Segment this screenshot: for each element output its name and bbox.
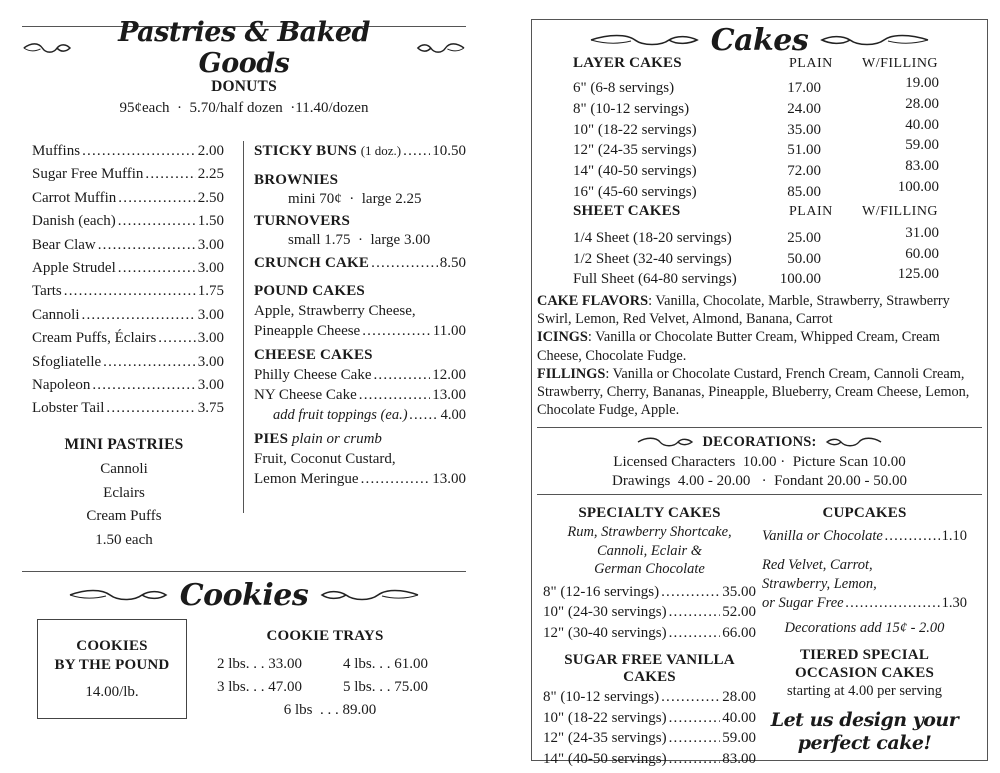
specialty-size-row xyxy=(543,584,756,605)
specialty-size-row-label: 8" (12-16 servings) xyxy=(543,583,660,600)
cake-size: 14" (40-50 servings) xyxy=(573,163,697,180)
cake-plain-price: 24.00 xyxy=(787,100,821,117)
pound-cakes-line2: Pineapple Cheese xyxy=(254,323,361,339)
pastry-item-price: 3.75 xyxy=(197,400,224,417)
icings xyxy=(537,328,983,364)
specialty-desc-line: Cannoli, Eclair & xyxy=(596,542,703,559)
pies-sub: plain or crumb xyxy=(291,431,382,447)
layer-cakes-section xyxy=(573,55,943,287)
sticky-buns-price: 10.50 xyxy=(432,143,466,159)
cake-size: 10" (18-22 servings) xyxy=(573,121,697,138)
pound-cakes-heading: POUND CAKES xyxy=(254,283,365,299)
mini-pastries xyxy=(32,436,216,552)
pastries-right-column xyxy=(254,143,466,488)
tiered-line2: OCCASION CAKES xyxy=(794,665,935,681)
turnovers-heading: TURNOVERS xyxy=(254,213,350,229)
pies-heading: PIES xyxy=(254,431,289,447)
pastry-item-label: Cream Puffs, Éclairs xyxy=(32,330,157,347)
specialty-size-row-price: 52.00 xyxy=(722,604,756,620)
pastry-item xyxy=(32,377,224,400)
cake-size-row xyxy=(573,266,943,287)
cake-plain-price: 50.00 xyxy=(787,250,821,267)
tray-3lbs: 3 lbs. . . 47.00 xyxy=(217,679,303,695)
cookie-trays xyxy=(210,628,440,722)
icings-text: : Vanilla or Chocolate Butter Cream, Whipped Cream, Cream Cheese, Chocolate Fudge. xyxy=(537,329,940,364)
cupcake-item1-price: 1.10 xyxy=(941,528,967,544)
cupcakes xyxy=(762,505,967,755)
cake-size-row xyxy=(573,96,943,117)
cupcake-item2-price: 1.30 xyxy=(941,595,967,611)
toppings-price: 4.00 xyxy=(440,407,466,423)
pastry-item xyxy=(32,307,224,330)
specialty-size-row-label: 10" (24-30 servings) xyxy=(543,604,667,620)
flourish-right-icon xyxy=(320,588,420,602)
brownies-heading: BROWNIES xyxy=(254,172,339,188)
cake-filling-price: 125.00 xyxy=(897,266,939,283)
cake-size: 1/4 Sheet (18-20 servings) xyxy=(573,229,732,246)
cake-filling-price: 19.00 xyxy=(905,75,939,91)
tiered-line1: TIERED SPECIAL xyxy=(799,647,930,663)
specialty-desc xyxy=(543,523,756,579)
flourish-right-icon xyxy=(820,33,930,47)
cakes-title: Cakes xyxy=(710,22,809,58)
tray-4lbs: 4 lbs. . . 61.00 xyxy=(342,656,428,672)
cupcake-item2-line: Red Velvet, Carrot, xyxy=(762,557,873,573)
decorations-line1: Licensed Characters 10.00 · Picture Scan 10.00 xyxy=(613,454,906,470)
cupcake-item2-line: Strawberry, Lemon, xyxy=(762,576,877,592)
sugarfree-size-row xyxy=(543,710,756,731)
cake-size: Full Sheet (64-80 servings) xyxy=(573,271,737,288)
cookies-by-pound-box xyxy=(37,619,187,719)
cupcake-item2-last: or Sugar Free xyxy=(762,595,844,611)
pastry-item xyxy=(32,330,224,353)
pound-cakes-price: 11.00 xyxy=(432,323,466,339)
sheet-cakes-heading: SHEET CAKES xyxy=(573,202,681,219)
cupcake-item2-lines xyxy=(762,556,967,594)
sheet-plain-col: PLAIN xyxy=(789,203,833,219)
sheet-cakes-list xyxy=(573,225,943,287)
specialty-size-row-price: 35.00 xyxy=(722,583,756,600)
sheet-filling-col: W/FILLING xyxy=(862,203,939,219)
cake-size-row xyxy=(573,225,943,246)
tray-5lbs: 5 lbs. . . 75.00 xyxy=(342,679,428,695)
pastry-item-price: 3.00 xyxy=(197,376,224,393)
cheese-cake-item-label: Philly Cheese Cake xyxy=(254,367,372,383)
decorations-line2: Drawings 4.00 - 20.00 · Fondant 20.00 - 50.00 xyxy=(612,473,907,489)
sugarfree-size-row-price: 28.00 xyxy=(722,689,756,705)
tray-6lbs: 6 lbs . . . 89.00 xyxy=(283,702,377,718)
cake-size: 12" (24-35 servings) xyxy=(573,142,697,159)
layer-cakes-header xyxy=(573,55,943,75)
cake-size: 1/2 Sheet (32-40 servings) xyxy=(573,250,732,267)
cake-filling-price: 83.00 xyxy=(905,158,939,175)
pastry-item xyxy=(32,354,224,377)
layer-plain-col: PLAIN xyxy=(789,56,833,71)
pastry-item-label: Muffins xyxy=(32,143,81,159)
pastry-item xyxy=(32,283,224,306)
sugarfree-size-row xyxy=(543,689,756,710)
cheese-cakes-heading: CHEESE CAKES xyxy=(254,347,373,363)
cake-filling-price: 31.00 xyxy=(905,224,939,241)
cake-size-row xyxy=(573,75,943,96)
layer-filling-col: W/FILLING xyxy=(862,56,939,71)
crunch-cake-row xyxy=(254,255,466,277)
cookie-trays-row xyxy=(210,653,440,676)
sticky-buns-row xyxy=(254,143,466,165)
flourish-left-icon xyxy=(589,33,699,47)
flourish-right-icon xyxy=(416,41,466,55)
pies-price: 13.00 xyxy=(432,471,466,487)
cookies-title: Cookies xyxy=(179,577,309,613)
pastry-item-price: 3.00 xyxy=(197,353,224,370)
cake-plain-price: 51.00 xyxy=(787,142,821,159)
cake-plain-price: 100.00 xyxy=(779,271,821,288)
cake-size: 6" (6-8 servings) xyxy=(573,80,675,96)
sugarfree-size-row-price: 59.00 xyxy=(722,730,756,746)
pastry-item xyxy=(32,213,224,236)
pies-line1: Fruit, Coconut Custard, xyxy=(254,451,396,467)
crunch-cake-label: CRUNCH CAKE xyxy=(254,255,370,271)
pastry-item-price: 3.00 xyxy=(197,236,224,253)
pastry-item-label: Sugar Free Muffin xyxy=(32,166,144,183)
pastry-item xyxy=(32,166,224,189)
pastry-item-price: 1.75 xyxy=(197,283,224,300)
fillings-text: : Vanilla or Chocolate Custard, French Cream, Cannoli Cream, Strawberry, Cherry, Bananas, Pineapple, Blueberry, Cream Cheese, Lemon, Chocolate Fudge, Apple. xyxy=(537,365,970,419)
pastry-item-label: Sfogliatelle xyxy=(32,353,102,370)
tray-2lbs: 2 lbs. . . 33.00 xyxy=(217,656,303,672)
pastry-item-price: 2.00 xyxy=(197,143,224,159)
sugarfree-size-row-label: 8" (10-12 servings) xyxy=(543,689,660,705)
donuts-heading: DONUTS xyxy=(211,78,277,95)
toppings-label: add fruit toppings (ea.) xyxy=(273,407,408,423)
specialty-size-row-label: 12" (30-40 servings) xyxy=(543,624,667,641)
crunch-cake-price: 8.50 xyxy=(439,255,466,271)
specialty-size-row xyxy=(543,604,756,625)
cake-size-row xyxy=(573,117,943,138)
mini-pastry-item: Eclairs xyxy=(103,484,145,501)
cake-plain-price: 35.00 xyxy=(787,121,821,138)
cheese-cake-item xyxy=(254,367,466,384)
tiered-line3: starting at 4.00 per serving xyxy=(786,683,943,699)
cake-filling-price: 59.00 xyxy=(905,137,939,154)
pies-heading-row xyxy=(254,431,466,448)
slogan-line2: perfect cake! xyxy=(797,732,932,754)
decorations-heading-row xyxy=(532,432,987,452)
cupcake-item1-label: Vanilla or Chocolate xyxy=(762,528,883,544)
cake-size-row xyxy=(573,179,943,200)
cheese-cake-item xyxy=(254,387,466,404)
slogan-line1: Let us design your xyxy=(770,709,959,731)
cake-plain-price: 72.00 xyxy=(787,163,821,180)
pound-cakes-row xyxy=(254,323,466,340)
cake-filling-price: 28.00 xyxy=(905,95,939,112)
specialty-desc-line: German Chocolate xyxy=(594,561,705,577)
sugarfree-heading: SUGAR FREE VANILLA CAKES xyxy=(564,652,735,685)
pastry-item xyxy=(32,260,224,283)
sugarfree-size-row xyxy=(543,751,756,772)
pastry-item-label: Tarts xyxy=(32,283,62,300)
cake-size-row xyxy=(573,137,943,158)
sheet-cakes-header xyxy=(573,203,943,225)
specialty-list xyxy=(543,584,756,646)
donuts-prices: 95¢each · 5.70/half dozen ·11.40/dozen xyxy=(119,100,369,116)
pastry-item-price: 3.00 xyxy=(197,259,224,276)
cupcake-item xyxy=(762,528,967,545)
cake-flavors-label: CAKE FLAVORS xyxy=(537,293,649,309)
sticky-buns-label: STICKY BUNS xyxy=(254,143,357,159)
mini-pastry-item: 1.50 each xyxy=(95,531,153,548)
layer-cakes-heading: LAYER CAKES xyxy=(573,55,682,71)
cupcake-note: Decorations add 15¢ - 2.00 xyxy=(784,620,945,636)
pastry-list xyxy=(32,143,224,424)
sugarfree-size-row-price: 40.00 xyxy=(722,709,756,726)
pastry-item-price: 3.00 xyxy=(197,330,224,347)
cake-size: 8" (10-12 servings) xyxy=(573,100,690,117)
pies-row xyxy=(254,471,466,488)
cake-flavors-text: : Vanilla, Chocolate, Marble, Strawberry, Strawberry Swirl, Lemon, Red Velvet, Almond, Banana, Carrot xyxy=(537,293,950,328)
column-divider xyxy=(243,141,244,513)
pastry-item xyxy=(32,237,224,260)
cheese-cake-item-label: NY Cheese Cake xyxy=(254,387,357,403)
specialty-cakes xyxy=(543,505,756,771)
toppings-row xyxy=(254,407,466,424)
pastry-item-label: Napoleon xyxy=(32,376,91,393)
pastry-item-label: Apple Strudel xyxy=(32,259,116,276)
flavors-block xyxy=(537,292,983,419)
cake-plain-price: 25.00 xyxy=(787,229,821,246)
fillings xyxy=(537,365,983,420)
sugarfree-size-row-label: 12" (24-35 servings) xyxy=(543,730,667,746)
fillings-label: FILLINGS xyxy=(537,365,606,382)
cheese-cakes-list xyxy=(254,367,466,404)
pastry-item xyxy=(32,400,224,423)
brownies-detail: mini 70¢ · large 2.25 xyxy=(288,191,422,207)
cheese-cake-item-price: 13.00 xyxy=(432,387,466,403)
pastry-item-label: Carrot Muffin xyxy=(32,189,117,206)
cakes-title-row xyxy=(532,22,987,58)
flourish-left-icon xyxy=(68,588,168,602)
pastry-item-label: Bear Claw xyxy=(32,236,96,253)
sugarfree-size-row-label: 10" (18-22 servings) xyxy=(543,709,667,726)
cake-size: 16" (45-60 servings) xyxy=(573,183,697,200)
specialty-size-row-price: 66.00 xyxy=(722,624,756,641)
pastry-item-price: 2.25 xyxy=(197,166,224,183)
sugarfree-list xyxy=(543,689,756,771)
cookies-by-pound-line1: COOKIES xyxy=(76,638,148,654)
sugarfree-size-row xyxy=(543,730,756,751)
sugarfree-size-row-label: 14" (40-50 servings) xyxy=(543,750,667,767)
cupcakes-heading: CUPCAKES xyxy=(822,505,907,521)
decorations-heading: DECORATIONS: xyxy=(702,433,817,450)
pastry-item-label: Lobster Tail xyxy=(32,400,105,417)
cookies-rule xyxy=(22,571,466,572)
decorations-rule xyxy=(537,427,982,428)
cheese-cake-item-price: 12.00 xyxy=(432,367,466,383)
cake-flavors xyxy=(537,292,983,328)
cake-filling-price: 100.00 xyxy=(897,178,939,195)
pies-line2: Lemon Meringue xyxy=(254,471,359,487)
mini-pastry-item: Cannoli xyxy=(100,461,148,477)
specialty-desc-line: Rum, Strawberry Shortcake, xyxy=(567,524,732,540)
cookies-by-pound-line2: BY THE POUND xyxy=(54,657,170,673)
decorations-section xyxy=(532,432,987,491)
flourish-left-icon xyxy=(636,436,694,448)
specialty-heading: SPECIALTY CAKES xyxy=(578,505,721,521)
cupcake-item xyxy=(762,594,967,613)
cake-filling-price: 40.00 xyxy=(905,116,939,133)
cake-size-row xyxy=(573,246,943,267)
pastry-item-price: 1.50 xyxy=(197,213,224,230)
flourish-left-icon xyxy=(22,41,72,55)
cake-plain-price: 17.00 xyxy=(787,80,821,96)
sticky-buns-qty: (1 doz.) xyxy=(360,143,402,158)
icings-label: ICINGS xyxy=(537,329,588,346)
cake-filling-price: 60.00 xyxy=(905,245,939,262)
cookies-title-row xyxy=(22,576,466,614)
flourish-right-icon xyxy=(825,436,883,448)
pastries-title: Pastries & Baked Goods xyxy=(118,17,370,79)
layer-cakes-list xyxy=(573,75,943,200)
cookie-trays-heading: COOKIE TRAYS xyxy=(266,628,384,644)
cookie-trays-row xyxy=(210,676,440,699)
specialty-size-row xyxy=(543,625,756,646)
pastry-item-label: Danish (each) xyxy=(32,213,116,230)
cookies-by-pound-price: 14.00/lb. xyxy=(85,684,139,700)
pastry-item-label: Cannoli xyxy=(32,306,80,323)
pastry-item-price: 2.50 xyxy=(197,189,224,206)
pastry-item-price: 3.00 xyxy=(197,306,224,323)
mini-pastry-item: Cream Puffs xyxy=(86,508,162,524)
specialty-rule xyxy=(537,494,982,495)
pastry-item xyxy=(32,143,224,166)
sugarfree-size-row-price: 83.00 xyxy=(722,750,756,767)
mini-pastries-list xyxy=(32,458,216,552)
turnovers-detail: small 1.75 · large 3.00 xyxy=(288,232,431,248)
cake-plain-price: 85.00 xyxy=(787,183,821,200)
pound-cakes-line1: Apple, Strawberry Cheese, xyxy=(254,303,416,319)
pastry-item xyxy=(32,190,224,213)
pastries-title-row xyxy=(22,17,466,79)
mini-pastries-heading: MINI PASTRIES xyxy=(64,436,184,453)
cake-size-row xyxy=(573,158,943,179)
